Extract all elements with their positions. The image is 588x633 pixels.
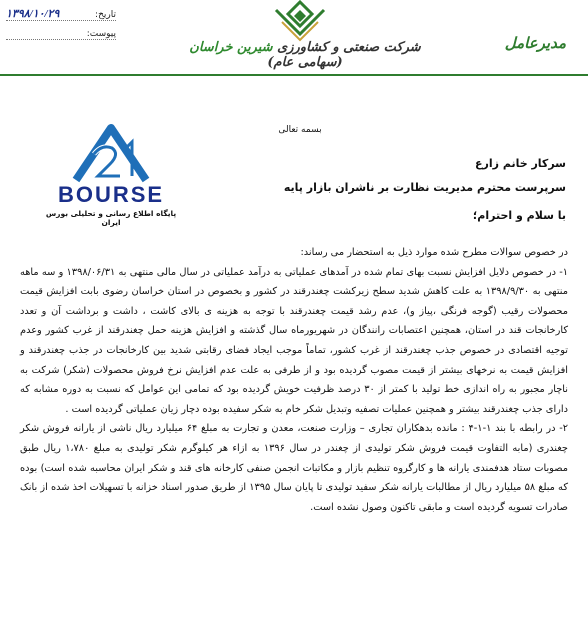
letter-body <box>20 243 568 517</box>
bourse-wordmark: BOURSE <box>57 182 165 207</box>
company-suffix: (سهامی عام) <box>267 55 343 70</box>
bourse-caption: پایگاه اطلاع رسانی و تحلیلی بورس ایران <box>45 209 177 227</box>
paragraph-item-2: ۲- در رابطه با بند ۱-۱-۴ : مانده بدهکاران تجاری – وزارت صنعت، معدن و تجارت به مبلغ ۶۴ میلیارد ریال ناشی از یارانه فروش شکر چغندری (مابه التفاوت قیمت فروش شکر تولیدی از چغندر در سال ۱۳۹۶ به ازاء هر کیلوگرم شکر تولیدی به مبلغ ۱،۷۸۰ ریال طبق مصوبات ستاد هدفمندی یارانه ها و کارگروه تنظیم بازار و مکاتبات انجمن صنفی کارخانه های قند و شکر ایران محاسبه شده است) بوده که مبلغ ۵۸ میلیارد ریال از مطالبات یارانه شکر سفید تولیدی تا پایان سال ۱۳۹۵ از طریق صدور اسناد خزانه با تسهیلات اخذ شده از بانک صادرات تسویه گردیده است و مابقی تاکنون وصول نشده است. <box>20 423 568 513</box>
recipient-name: سرکار خانم زارع <box>475 157 566 170</box>
header-divider <box>0 74 588 76</box>
attachment-label: پیوست: <box>86 29 116 39</box>
date-row <box>6 6 116 21</box>
company-prefix: شرکت صنعتی و کشاورزی <box>277 40 421 55</box>
date-value: ۱۳۹۸/۱۰/۲۹ <box>6 8 60 20</box>
date-block <box>6 6 116 44</box>
bismillah: بسمه تعالی <box>278 125 322 135</box>
greeting: با سلام و احترام؛ <box>472 209 566 222</box>
recipient-title: سرپرست محترم مدیریت نظارت بر ناشران بازار پایه <box>283 181 566 194</box>
attachment-row <box>6 25 116 40</box>
paragraph-intro: در خصوص سوالات مطرح شده موارد ذیل به استحضار می رساند: <box>300 247 568 258</box>
letterhead <box>0 0 588 80</box>
signature-title: مدیرعامل <box>504 34 566 52</box>
paragraph-item-1: ۱- در خصوص دلایل افزایش نسبت بهای تمام شده در آمدهای عملیاتی به درآمد عملیاتی در سال مالی منتهی به ۱۳۹۸/۰۶/۳۱ و سه ماهه منتهی به ۱۳۹۸/۹/۳۰ به علت کاهش شدید سطح زیرکشت چغندرقند در کشور و بخصوص در استان خراسان رضوی بابت افزایش قیمت محصولات رقیب (گوجه فرنگی ،پیاز و)، عدم رشد قیمت چغندرقند با توجه به هزینه ی بالای کاشت ، داشت و برداشت آن و تعدد کارخانجات قند در استان، همچنین اعتصابات رانندگان در شهریورماه سال گذشته و افزایش هزینه حمل چغندرقند از غرب کشور وعدم توجیه اقتصادی در خصوص جذب چغندرقند از غرب کشور، تماماً موجب ایجاد فضای رقابتی شدید بین کارخانجات در جذب چغندرقند و افزایش قیمت به نرخهای بیشتر از قیمت مصوب گردیده بود و از طرفی به علت عدم افزایش نرخ فروش محصولات (شکر) شرکت به ناچار مجبور به راه اندازی خط تولید با کمتر از ۳۰ درصد ظرفیت خویش گردیده بود که تمامی این عوامل که نسبت به دوره مشابه که دارای جذب چغندرقند بیشتر و همچنین عملیات تصفیه وتبدیل شکر خام به شکر سفیده بوده دچار زیان عملیاتی گردیده است . <box>20 266 568 415</box>
company-brand: شیرین خراسان <box>189 40 273 55</box>
date-label: تاریخ: <box>95 10 116 20</box>
company-name <box>180 40 430 70</box>
company-logo-icon <box>270 0 330 44</box>
bourse-logo-icon <box>36 118 186 208</box>
